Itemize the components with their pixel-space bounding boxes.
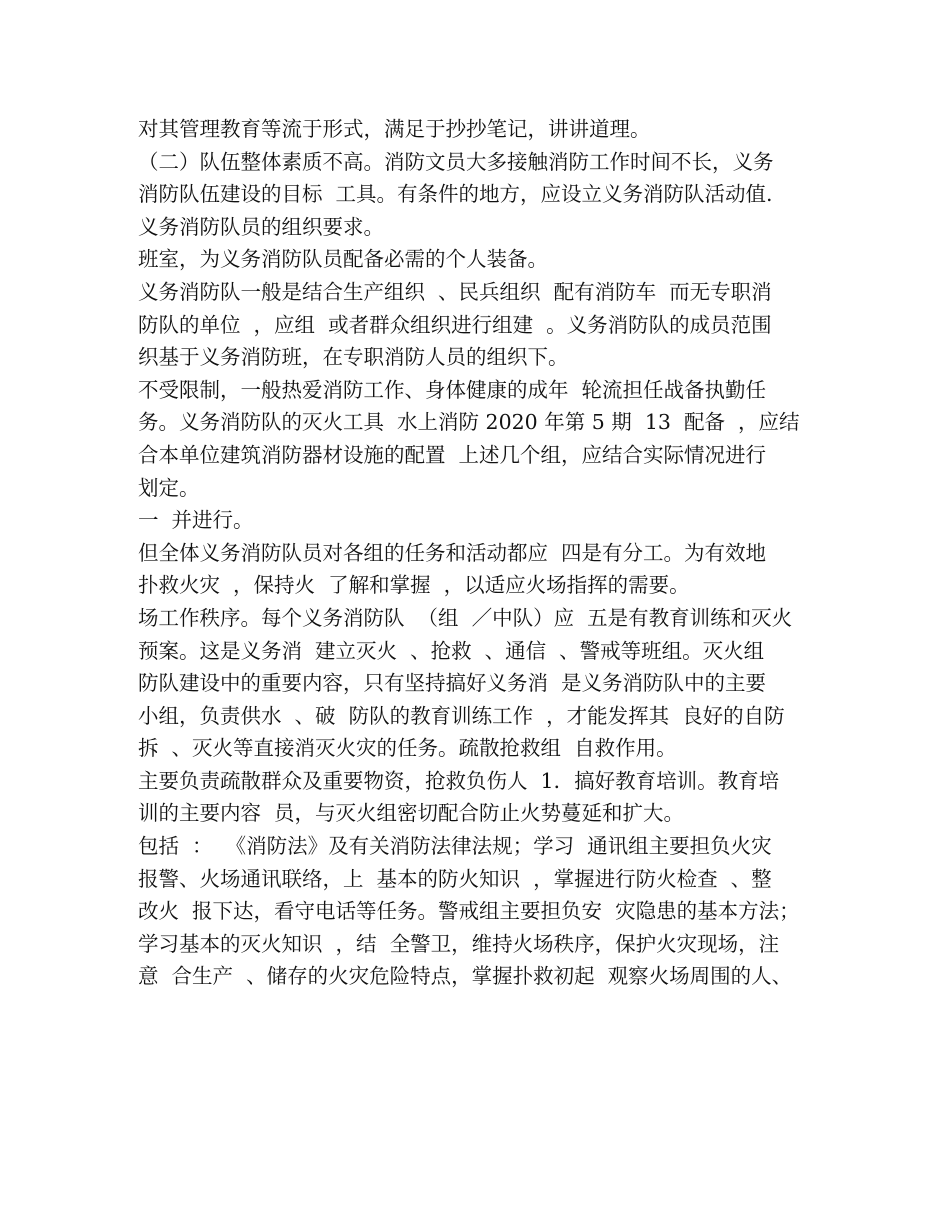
text-line: 合本单位建筑消防器材设施的配置 上述几个组，应结合实际情况进行 bbox=[138, 442, 767, 467]
text-line: 班室，为义务消防队员配备必需的个人装备。 bbox=[138, 247, 548, 272]
text-line: 报警、火场通讯联络，上 基本的防火知识 ，掌握进行防火检查 、整 bbox=[138, 866, 772, 891]
text-line: 划定。 bbox=[138, 475, 200, 500]
text-line: （二）队伍整体素质不高。消防文员大多接触消防工作时间不长，义务 bbox=[138, 149, 774, 174]
text-line: 一 并进行。 bbox=[138, 508, 254, 533]
text-line: 包括 ： 《消防法》及有关消防法律法规；学习 通讯组主要担负火灾 bbox=[138, 834, 772, 859]
text-line: 对其管理教育等流于形式，满足于抄抄笔记，讲讲道理。 bbox=[138, 117, 651, 141]
text-line: 义务消防队员的组织要求。 bbox=[138, 214, 384, 239]
text-line: 主要负责疏散群众及重要物资，抢救负伤人 1．搞好教育培训。教育培 bbox=[138, 768, 780, 793]
text-line: 意 合生产 、储存的火灾危险特点，掌握扑救初起 观察火场周围的人、 bbox=[138, 964, 793, 989]
text-line: 务。义务消防队的灭火工具 水上消防 2020 年第 5 期 13 配备 ，应结 bbox=[138, 410, 800, 435]
text-line: 预案。这是义务消 建立灭火 、抢救 、通信 、警戒等班组。灭火组 bbox=[138, 638, 765, 663]
text-line: 训的主要内容 员，与灭火组密切配合防止火势蔓延和扩大。 bbox=[138, 801, 685, 826]
text-line: 但全体义务消防队员对各组的任务和活动都应 四是有分工。为有效地 bbox=[138, 540, 767, 565]
text-line: 织基于义务消防班，在专职消防人员的组织下。 bbox=[138, 345, 569, 370]
text-line: 防队的单位 ，应组 或者群众组织进行组建 。义务消防队的成员范围 bbox=[138, 312, 772, 337]
body-text bbox=[138, 113, 828, 993]
text-line: 消防队伍建设的目标 工具。有条件的地方，应设立义务消防队活动值. bbox=[138, 182, 773, 207]
text-line: 扑救火灾 ，保持火 了解和掌握 ，以适应火场指挥的需要。 bbox=[138, 573, 690, 598]
text-line: 小组，负责供水 、破 防队的教育训练工作 ，才能发挥其 良好的自防 bbox=[138, 703, 785, 728]
text-line: 防队建设中的重要内容，只有坚持搞好义务消 是义务消防队中的主要 bbox=[138, 671, 767, 696]
text-line: 义务消防队一般是结合生产组织 、民兵组织 配有消防车 而无专职消 bbox=[138, 279, 772, 304]
text-line: 改火 报下达，看守电话等任务。警戒组主要担负安 灾隐患的基本方法； bbox=[138, 899, 800, 924]
text-line: 拆 、灭火等直接消灭火灾的任务。疏散抢救组 自救作用。 bbox=[138, 736, 677, 761]
text-line: 不受限制，一般热爱消防工作、身体健康的成年 轮流担任战备执勤任 bbox=[138, 377, 767, 402]
text-line: 学习基本的灭火知识 ，结 全警卫，维持火场秩序，保护火灾现场，注 bbox=[138, 931, 780, 956]
text-line: 场工作秩序。每个义务消防队 （组 ／中队）应 五是有教育训练和灭火 bbox=[138, 605, 793, 630]
